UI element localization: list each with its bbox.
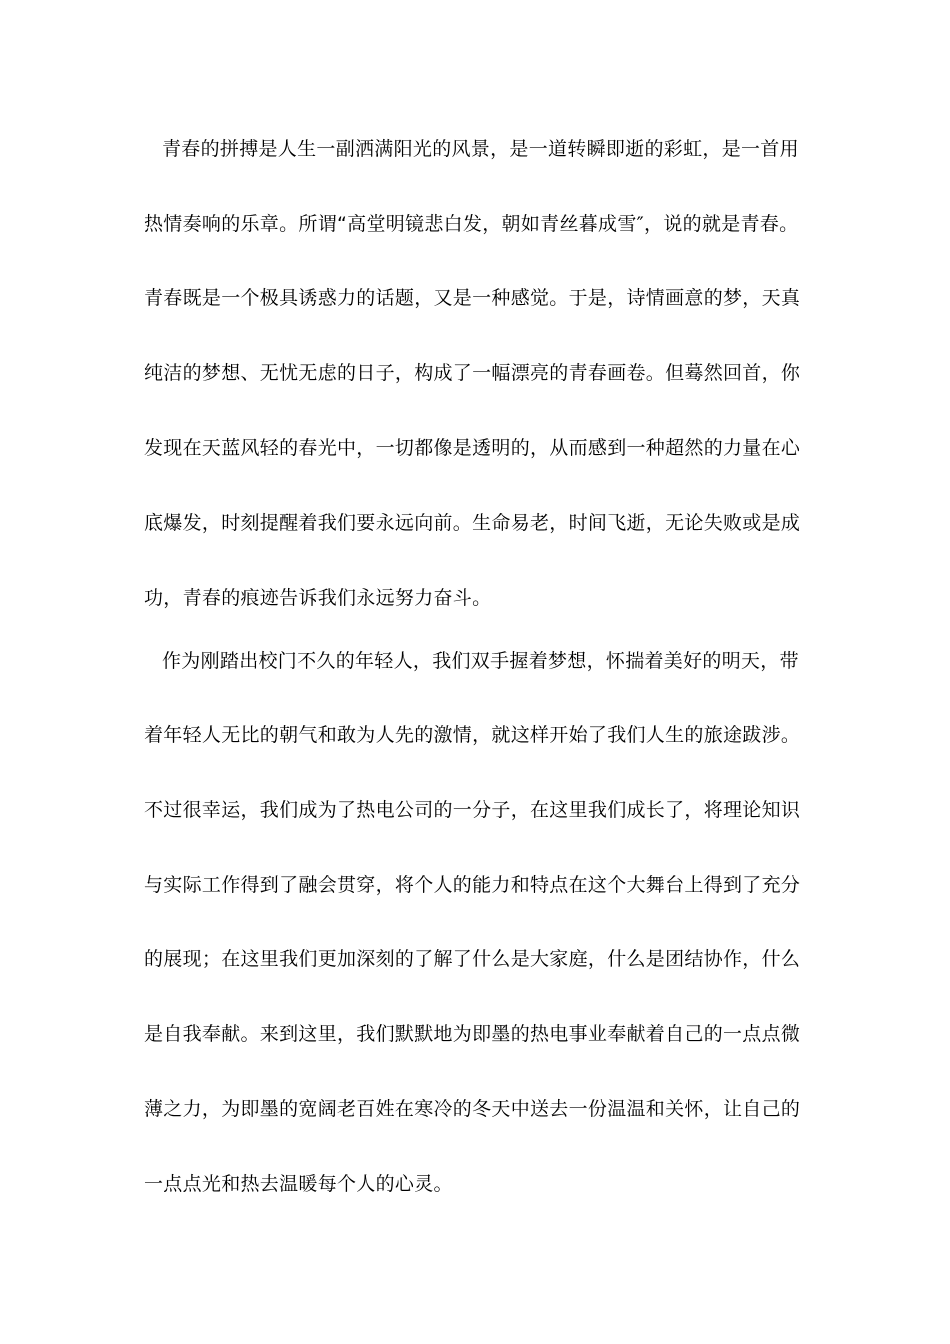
paragraph-2-line-8: 一点点光和热去温暖每个人的心灵。	[144, 1173, 453, 1195]
paragraph-2-line-5: 的展现；在这里我们更加深刻的了解了什么是大家庭，什么是团结协作，什么	[144, 948, 801, 970]
paragraph-2-line-4: 与实际工作得到了融会贯穿，将个人的能力和特点在这个大舞台上得到了充分	[144, 874, 801, 896]
paragraph-1-line-5: 发现在天蓝风轻的春光中，一切都像是透明的，从而感到一种超然的力量在心	[144, 437, 801, 459]
paragraph-1-line-7: 功，青春的痕迹告诉我们永远努力奋斗。	[144, 587, 492, 609]
paragraph-1-line-1: 青春的拼搏是人生一副洒满阳光的风景，是一道转瞬即逝的彩虹，是一首用	[162, 138, 799, 160]
paragraph-2-line-6: 是自我奉献。来到这里，我们默默地为即墨的热电事业奉献着自己的一点点微	[144, 1023, 801, 1045]
paragraph-1-line-4: 纯洁的梦想、无忧无虑的日子，构成了一幅漂亮的青春画卷。但蓦然回首，你	[144, 362, 801, 384]
paragraph-1-line-3: 青春既是一个极具诱惑力的话题，又是一种感觉。于是，诗情画意的梦，天真	[144, 287, 801, 309]
paragraph-2-line-2: 着年轻人无比的朝气和敢为人先的激情，就这样开始了我们人生的旅途跋涉。	[144, 724, 801, 746]
paragraph-1-line-2: 热情奏响的乐章。所谓“高堂明镜悲白发，朝如青丝暮成雪″，说的就是青春。	[144, 213, 799, 235]
paragraph-2-line-3: 不过很幸运，我们成为了热电公司的一分子，在这里我们成长了，将理论知识	[144, 799, 801, 821]
paragraph-2-line-7: 薄之力，为即墨的宽阔老百姓在寒冷的冬天中送去一份温温和关怀，让自己的	[144, 1098, 801, 1120]
paragraph-1-line-6: 底爆发，时刻提醒着我们要永远向前。生命易老，时间飞逝，无论失败或是成	[144, 512, 801, 534]
paragraph-2-line-1: 作为刚踏出校门不久的年轻人，我们双手握着梦想，怀揣着美好的明天，带	[162, 650, 799, 672]
